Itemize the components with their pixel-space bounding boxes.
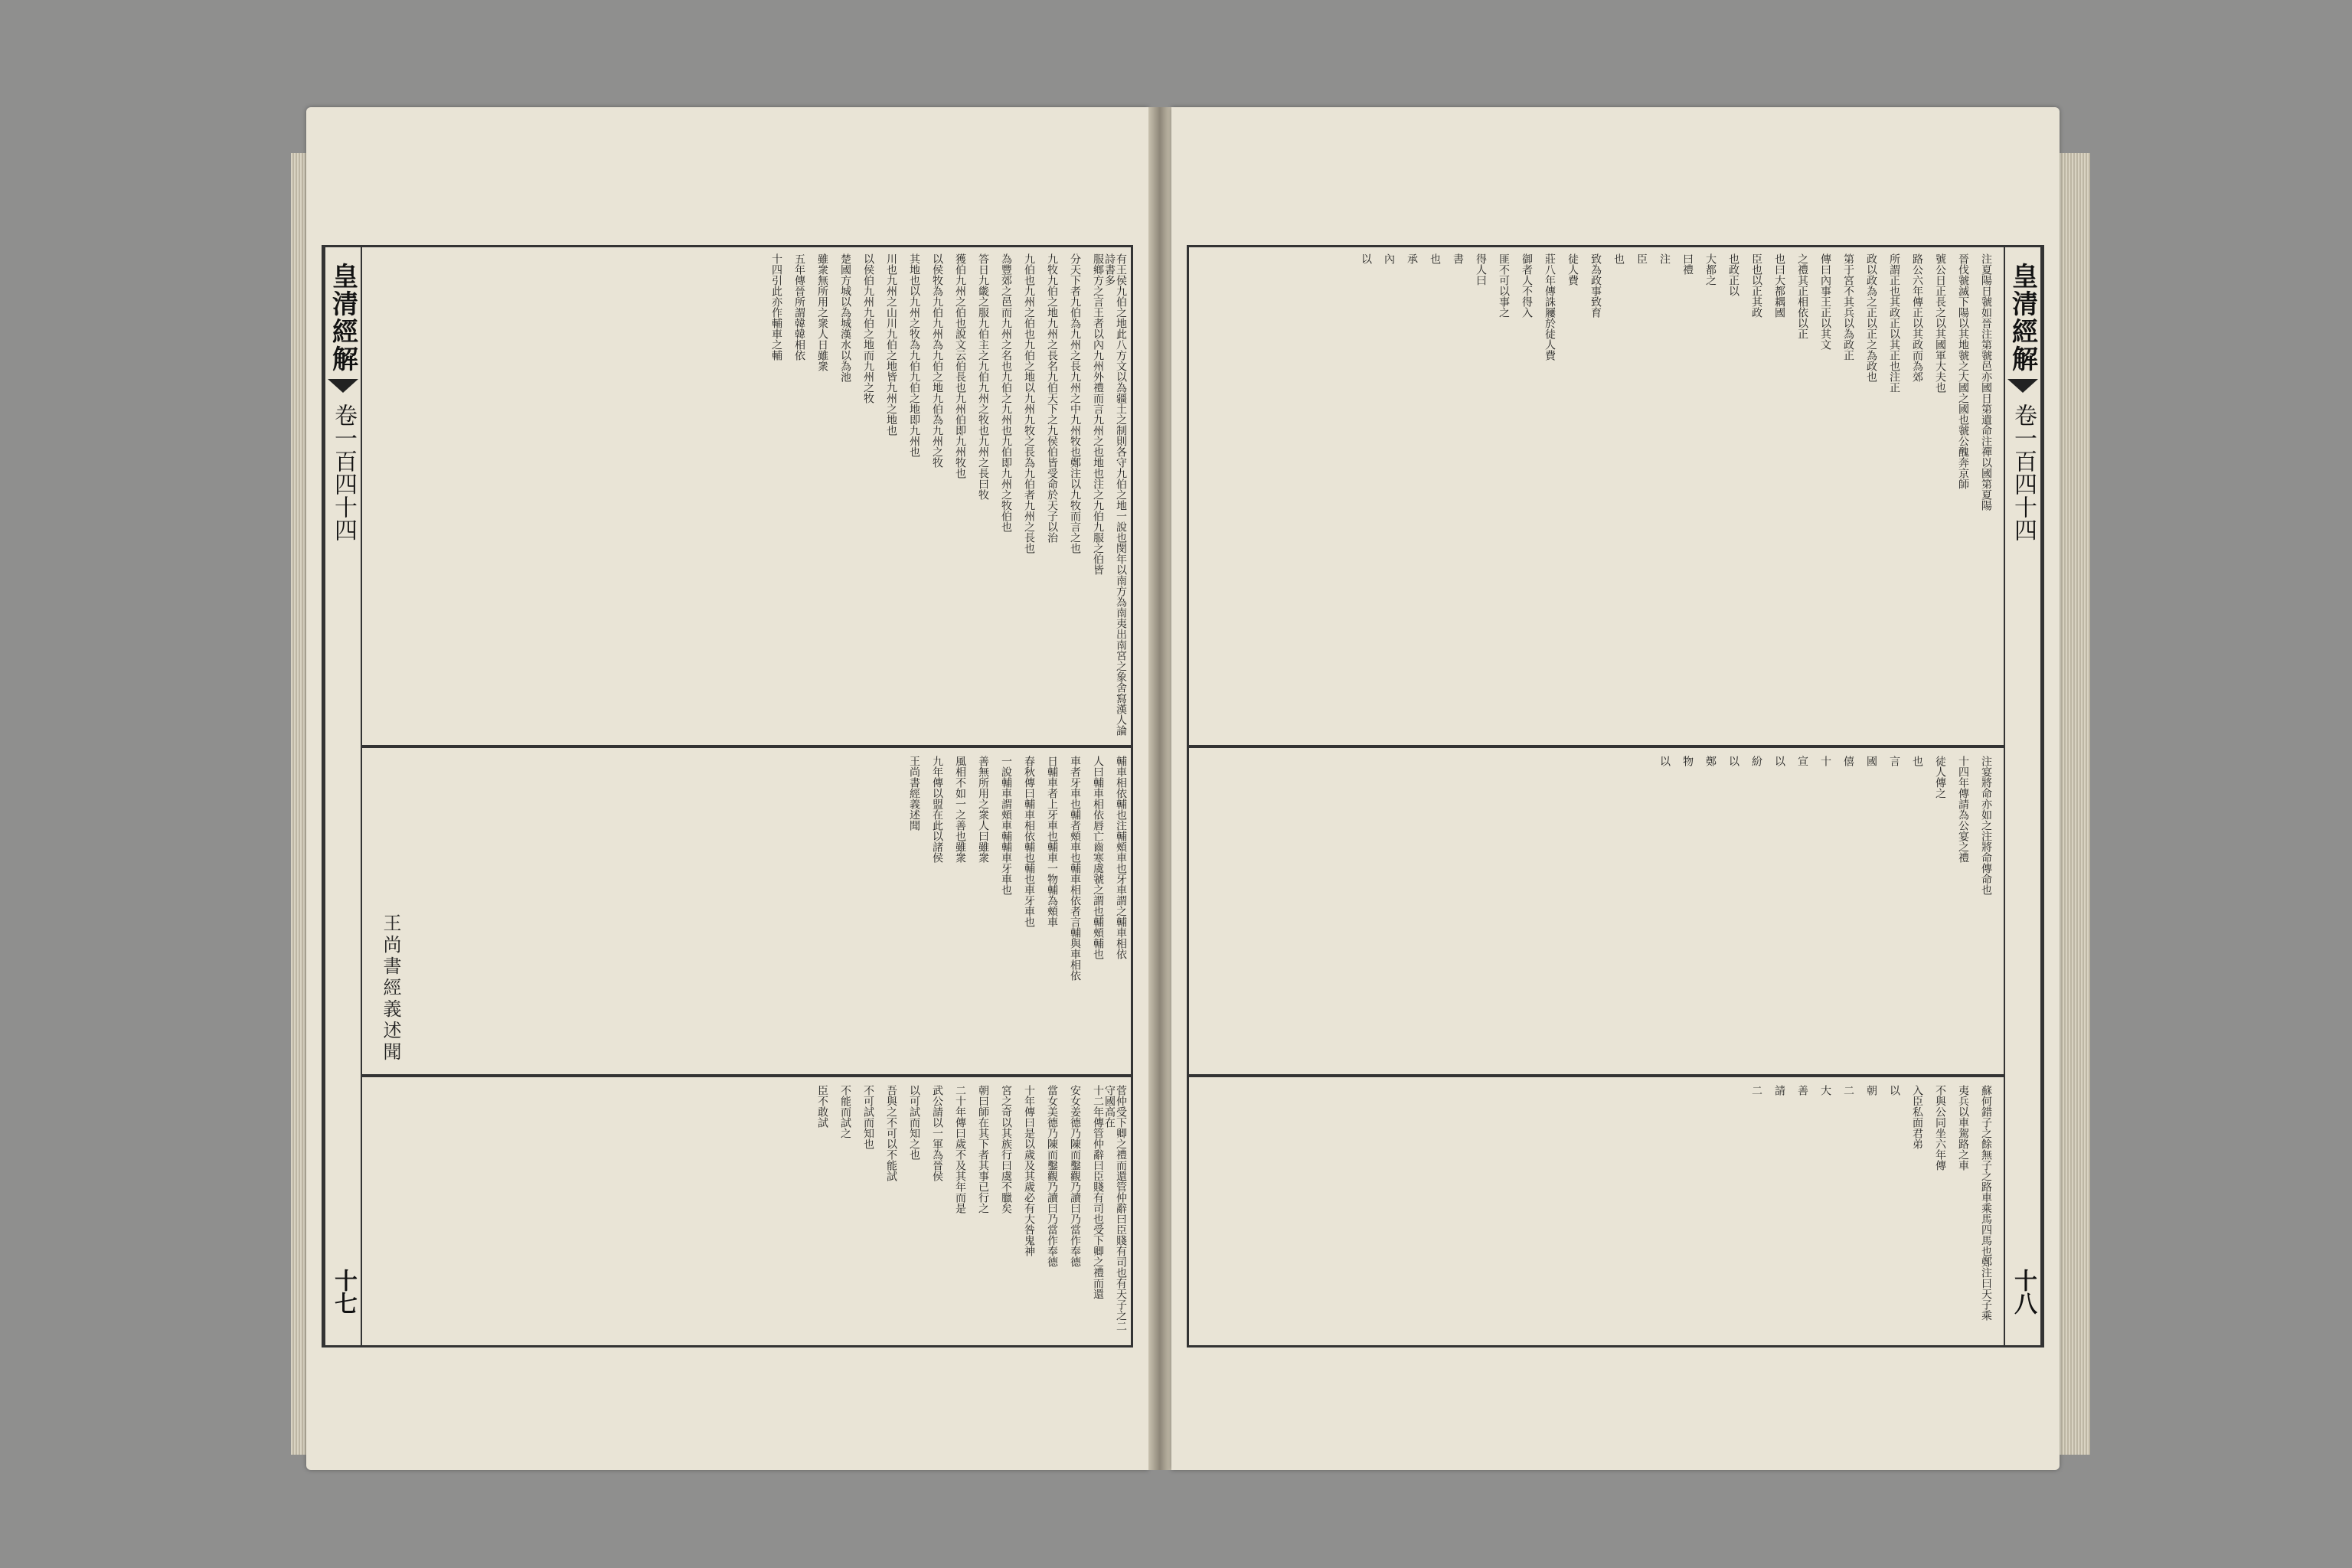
text-column: 善 [1796,1085,1808,1096]
left-page-number: 十七 [330,1269,357,1315]
text-column: 晉伐虢滅下陽以其地虢之大國之國也虢公醜奔京師 [1957,253,1969,489]
text-column: 臣不敢試 [816,1085,828,1128]
text-column: 吾與之不可以不能試 [885,1085,897,1181]
text-column: 當女美德乃陳而鑿觀乃讀曰乃當作奉德 [1046,1085,1058,1267]
text-column: 請 [1773,1085,1785,1096]
text-column: 注 [1658,253,1671,264]
text-column: 物 [1681,756,1694,766]
left-page-frame [322,245,1133,1348]
right-mid-register [1189,750,1996,1071]
text-column: 十二年傳管仲辭曰臣賤有司也受下卿之禮而還 [1092,1085,1104,1299]
right-upper-band [1189,745,2042,748]
text-column: 入臣私面君弟 [1911,1085,1923,1149]
text-column: 風相不如一之善也雖衆 [954,756,966,863]
text-column: 人曰輔車相依唇亡齒寒虞虢之謂也輔頰輔也 [1092,756,1104,959]
text-column: 王尚書經義述聞 [908,756,920,831]
left-upper-band [324,745,1131,748]
right-spine-volume: 卷一百四十四 [2010,403,2037,541]
right-page-number: 十八 [2010,1269,2037,1315]
text-column: 十四引此亦作輔車之輔 [770,253,782,361]
text-column: 分天下者九伯為九州之長九州之中九州牧也鄭注以九牧而言之也 [1069,253,1081,554]
text-column: 徒人費 [1566,253,1579,286]
right-page [1171,107,2060,1470]
text-column: 以 [1658,756,1671,766]
text-column: 言 [1888,756,1900,766]
text-column: 也政正以 [1727,253,1740,296]
text-column: 內 [1383,253,1395,264]
text-column: 致為政事致育 [1589,253,1602,318]
text-column: 注宴將命亦如之注將命傳命也 [1980,756,1992,895]
text-column: 以 [1888,1085,1900,1096]
left-bottom-register [370,1079,1131,1345]
text-column: 楚國方城以為城漢水以為池 [839,253,851,382]
text-column: 服鄉方之言王者以內九州外禮而言九州之也地也注之九伯九服之伯皆 [1092,253,1104,575]
text-column: 春秋傳曰輔車相依輔也輔也車牙車也 [1023,756,1035,927]
text-column: 號公日正長之以其國軍大夫也 [1934,253,1946,393]
text-column: 朝曰師在其下者其事已行之 [977,1085,989,1214]
text-column: 九年傳以盟在此以諸侯 [931,756,943,863]
text-column: 川也九州之山川九伯之地皆九州之地也 [885,253,897,436]
text-column: 不能而試之 [839,1085,851,1138]
right-bottom-register [1189,1079,1996,1345]
text-column: 以可試而知之也 [908,1085,920,1160]
left-mid-register [370,750,1131,1071]
text-column: 菅仲受下卿之禮而還管仲辭曰臣賤有司也有天子之二守國高在 [1103,1085,1127,1331]
text-column: 雖衆無所用之衆人日雖衆 [816,253,828,371]
book-gutter [1148,107,1171,1470]
left-spine-title: 皇清經解 [327,263,358,373]
right-fish-tail-icon [2007,379,2038,393]
text-column: 以侯伯九州九伯之地而九州之牧 [862,253,874,403]
text-column: 也 [1911,756,1923,766]
left-spine-volume: 卷一百四十四 [330,403,357,541]
text-column: 莊八年傳誅屨於徒人費 [1544,253,1556,361]
text-column: 夷兵以車駕路之車 [1957,1085,1969,1171]
left-fish-tail-icon [328,379,358,393]
text-column: 安女姜德乃陳而鑿觀乃讀曰乃當作奉德 [1069,1085,1081,1267]
text-column: 臣也以正其政 [1750,253,1762,318]
text-column: 大都之 [1704,253,1717,286]
text-column: 二 [1842,1085,1854,1096]
text-column: 宮之奇以其族行曰虞不臘矣 [1000,1085,1012,1214]
text-column: 九牧九伯之地九州之長名九伯天下之九侯伯皆受命於天子以治 [1046,253,1058,543]
text-column: 不可試而知也 [862,1085,874,1149]
text-column: 傳曰內事王正以其文 [1819,253,1831,350]
text-column: 不與公同坐六年傳 [1934,1085,1946,1171]
text-column: 為豐郊之邑而九州之名也九伯之九州也九伯即九州之牧伯也 [1000,253,1012,532]
text-column: 僖 [1842,756,1854,766]
text-column: 也 [1612,253,1625,264]
text-column: 蘇何錯子之餘無子之路車乘馬四馬也鄭注曰天子乘 [1980,1085,1992,1321]
left-top-register [370,247,1131,743]
text-column: 鄭 [1704,756,1717,766]
right-top-register [1189,247,1996,743]
text-column: 以 [1360,253,1372,264]
text-column: 十四年傳請為公宴之禮 [1957,756,1969,863]
text-column: 以 [1727,756,1740,766]
author-title: 王尚書經義述聞 [380,913,401,1063]
text-column: 注夏陽日虢如晉注第虢邑亦國日第遺命注禪以國第夏陽 [1980,253,1992,511]
text-column: 大 [1819,1085,1831,1096]
right-spine-title: 皇清經解 [2007,263,2038,373]
text-column: 善無所用之衆人曰雖衆 [977,756,989,863]
text-column: 有王侯九伯之地此八方文以為疆土之制則各守九伯之地一說也閔年以南方為南夷出南宮之象舍寫漢人論詩書多 [1103,253,1127,736]
left-page [306,107,1148,1470]
text-column: 十年傳曰是以歲及其歲必有大咎鬼神 [1023,1085,1035,1256]
text-column: 武公請以一軍為晉侯 [931,1085,943,1181]
text-column: 以侯牧為九伯九州為九伯之地九伯為九州之牧 [931,253,943,468]
text-column: 臣 [1635,253,1648,264]
text-column: 第于宮不其兵以為政正 [1842,253,1854,361]
text-column: 宣 [1796,756,1808,766]
text-column: 之禮其正相依以正 [1796,253,1808,339]
text-column: 一說輔車謂頰車輔輔車牙車也 [1000,756,1012,895]
right-lower-band [1189,1074,2042,1077]
text-column: 徒人傳之 [1934,756,1946,799]
right-spine-label [2004,247,2042,1345]
text-column: 日輔車者上牙車也輔車一物輔為頰車 [1046,756,1058,927]
text-column: 二 [1750,1085,1762,1096]
text-column: 書 [1452,253,1464,264]
text-column: 國 [1865,756,1877,766]
text-column: 車者牙車也輔者頰車也輔車相依者言輔與車相依 [1069,756,1081,981]
text-column: 答日九畿之服九伯主之九伯九州之牧也九州之長曰牧 [977,253,989,500]
text-column: 也曰大都耦國 [1773,253,1785,318]
text-column: 五年傳晉所謂韓韓相依 [793,253,805,361]
text-column: 所謂正也其政正以其正也注正 [1888,253,1900,393]
text-column: 九伯也九州之伯也九伯之地以九州九牧之長為九伯者九州之長也 [1023,253,1035,554]
text-column: 獲伯九州之伯也說文云伯長也九州伯即九州牧也 [954,253,966,479]
text-column: 二十年傳曰歲不及其年而是 [954,1085,966,1214]
text-column: 以 [1773,756,1785,766]
text-column: 政以政為之正以正之為政也 [1865,253,1877,382]
text-column: 紛 [1750,756,1762,766]
text-column: 承 [1406,253,1418,264]
text-column: 朝 [1865,1085,1877,1096]
text-column: 其地也以九州之牧為九伯九伯之地即九州也 [908,253,920,457]
text-column: 御者人不得入 [1521,253,1533,318]
open-book [306,92,2060,1501]
text-column: 十 [1819,756,1831,766]
left-lower-band [324,1074,1131,1077]
text-column: 輔車相依輔也注輔頰車也牙車謂之輔車相依 [1115,756,1127,959]
left-spine-label [324,247,362,1345]
text-column: 匪不可以事之 [1498,253,1510,318]
right-page-frame [1187,245,2044,1348]
text-column: 曰禮 [1681,253,1694,275]
text-column: 得人曰 [1475,253,1487,286]
right-page-edges [2056,153,2090,1455]
text-column: 也 [1429,253,1441,264]
text-column: 路公六年傳正以其政而為郊 [1911,253,1923,382]
